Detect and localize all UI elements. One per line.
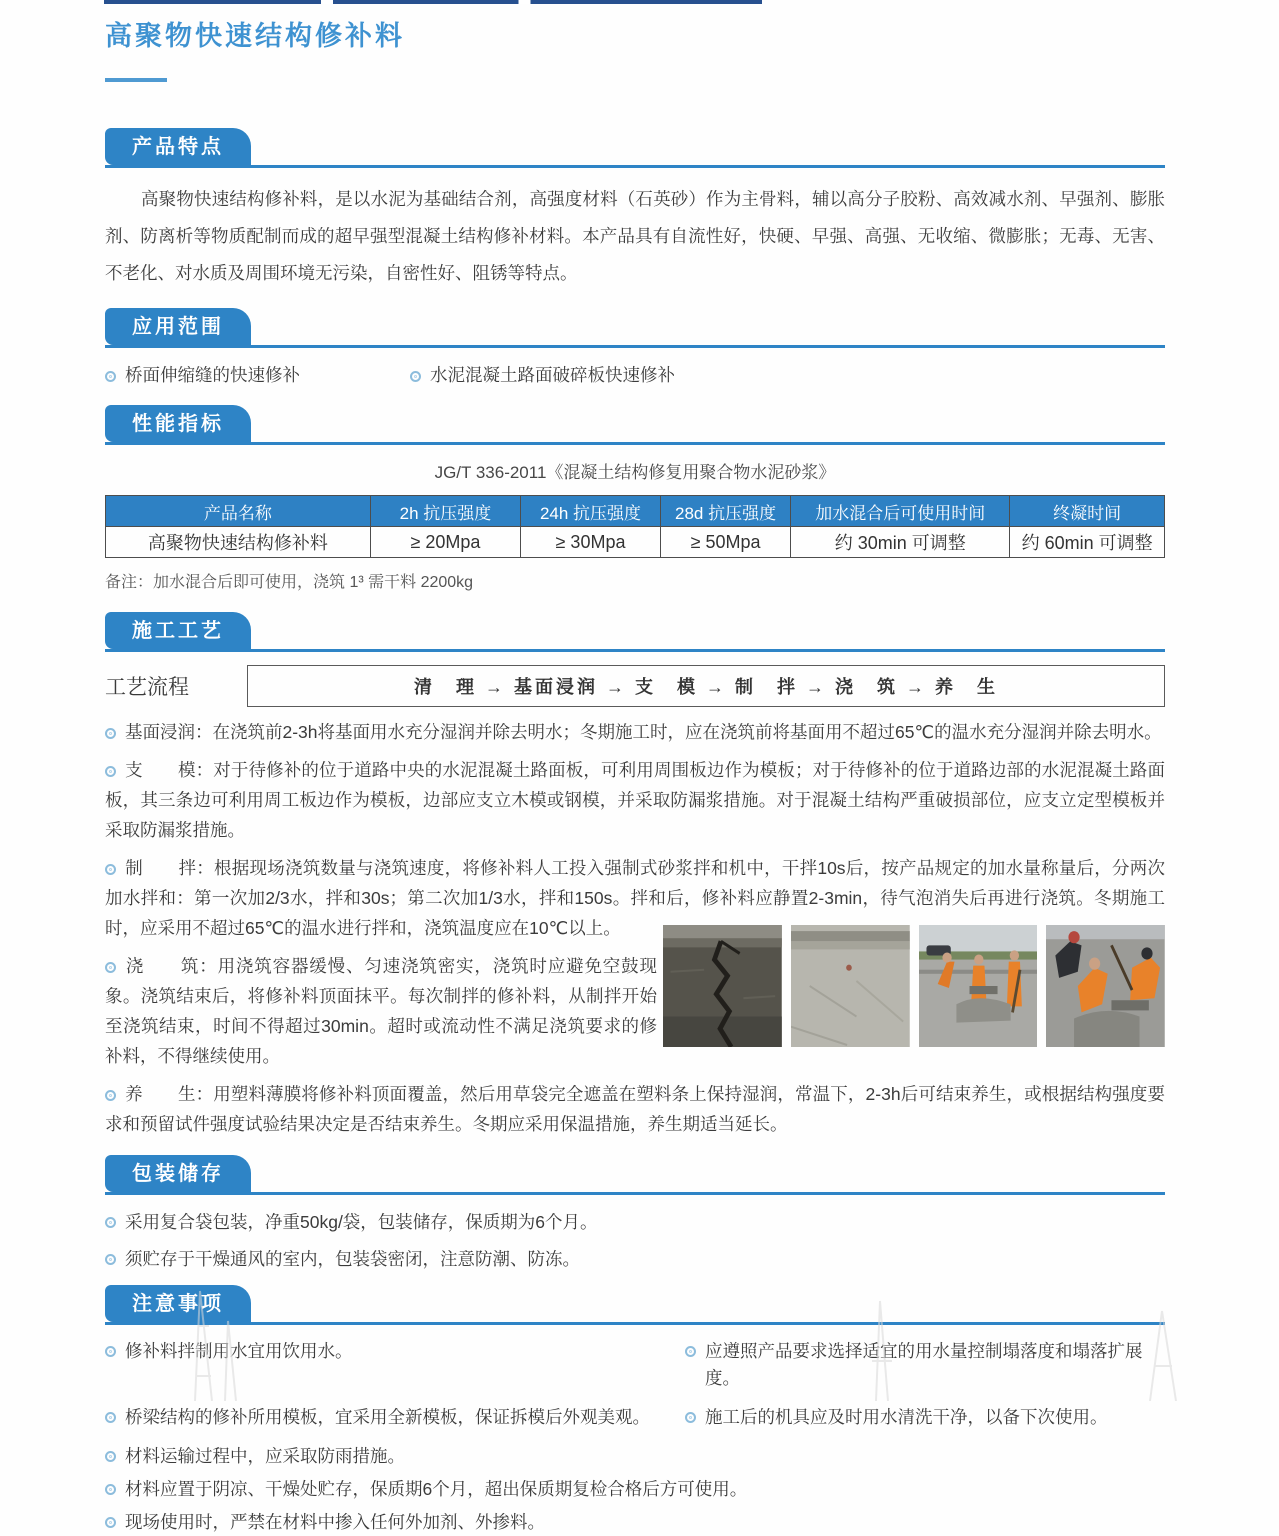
column-header: 2h 抗压强度 [370,496,520,527]
workers-pouring-photo [1046,925,1165,1047]
table-cell: ≥ 30Mpa [521,527,661,558]
features-heading: 产品特点 [105,128,251,165]
table-header-row [106,496,1165,527]
features-paragraph: 高聚物快速结构修补料，是以水泥为基础结合剂，高强度材料（石英砂）作为主骨料，辅以高分子胶粉、高效减水剂、早强剂、膨胀剂、防离析等物质配制而成的超早强型混凝土结构修补材料。本产品具有自流性好，快硬、早强、高强、无收缩、微膨胀；无毒、无害、不老化、对水质及周围环境无污染，自密性好、阻锈等特点。 [105,189,1165,283]
site-photos-strip [663,925,1165,1047]
bullseye-bullet-icon [105,1346,116,1357]
bullseye-bullet-icon [410,371,421,382]
table-cell: ≥ 50Mpa [660,527,790,558]
pouring-step-with-photos [105,951,1165,1079]
list-item [105,1443,1165,1470]
list-item [105,1476,1165,1503]
list-item [105,1245,1165,1273]
list-item [105,1208,1165,1236]
bullseye-bullet-icon [105,1517,116,1528]
section-header-applications [105,308,1165,348]
section-header-performance [105,405,1165,445]
section-header-construction [105,612,1165,652]
section-header-packaging [105,1155,1165,1195]
precaution-label: 应遵照产品要求选择适宜的用水量控制塌落度和塌落扩展度。 [705,1341,1143,1388]
precaution-label: 桥梁结构的修补所用模板，宜采用全新模板，保证拆模后外观美观。 [125,1407,650,1427]
precaution-label: 修补料拌制用水宜用饮用水。 [125,1341,353,1361]
page-title: 高聚物快速结构修补料 [105,21,405,51]
table-cell: 约 60min 可调整 [1010,527,1165,558]
list-item [105,1338,685,1392]
column-header: 加水混合后可使用时间 [791,496,1010,527]
performance-table [105,495,1165,558]
application-item-label: 桥面伸缩缝的快速修补 [125,365,300,385]
bullseye-bullet-icon [105,1451,116,1462]
section-header-features [105,128,1165,168]
process-flow-row [105,665,1165,707]
bullseye-bullet-icon [105,1090,116,1101]
section-header-precautions [105,1285,1165,1325]
table-cell: ≥ 20Mpa [370,527,520,558]
applications-heading: 应用范围 [105,308,251,345]
table-footnote: 备注：加水混合后即可使用，浇筑 1³ 需干料 2200kg [105,574,474,591]
cracked-pavement-photo [663,925,782,1047]
bullseye-bullet-icon [105,1484,116,1495]
list-item [105,1509,1165,1536]
table-row [106,527,1165,558]
applications-list [105,361,1165,389]
column-header: 终凝时间 [1010,496,1165,527]
construction-step [105,717,1165,747]
bullseye-bullet-icon [105,1412,116,1423]
title-underline-rule [105,78,167,82]
step-text: 制 拌：根据现场浇筑数量与浇筑速度，将修补料人工投入强制式砂浆拌和机中，干拌10s后，按产品规定的加水量称量后，分两次加水拌和：第一次加2/3水，拌和30s；第二次加1/3水，拌和150s。拌和后，修补料应静置2-3min，待气泡消失后再进行浇筑。冬期施工时，应采用不超过65℃的温水进行拌和，浇筑温度应在10℃以上。 [105,858,1165,938]
construction-heading: 施工工艺 [105,612,251,649]
list-item [410,361,675,389]
concrete-surface-photo [791,925,910,1047]
precaution-label: 材料应置于阴凉、干燥处贮存，保质期6个月，超出保质期复检合格后方可使用。 [125,1479,748,1499]
packaging-heading: 包装储存 [105,1155,251,1192]
precautions-two-column-list [105,1338,1165,1437]
bullseye-bullet-icon [105,1217,116,1228]
precaution-label: 材料运输过程中，应采取防雨措施。 [125,1446,405,1466]
bullseye-bullet-icon [685,1412,696,1423]
table-cell: 高聚物快速结构修补料 [106,527,371,558]
step-text: 支 模：对于待修补的位于道路中央的水泥混凝土路面板，可利用周围板边作为模板；对于待修补的位于道路边部的水泥混凝土路面板，其三条边可利用周工板边作为模板，边部应支立木模或钢模，并采取防漏浆措施。对于混凝土结构严重破损部位，应支立定型模板并采取防漏浆措施。 [105,760,1165,840]
construction-step [105,951,657,1071]
bullseye-bullet-icon [105,728,116,739]
performance-heading: 性能指标 [105,405,251,442]
list-item [685,1338,1165,1392]
step-text: 浇 筑：用浇筑容器缓慢、匀速浇筑密实，浇筑时应避免空鼓现象。浇筑结束后，将修补料顶面抹平。每次制拌的修补料，从制拌开始至浇筑结束，时间不得超过30min。超时或流动性不满足浇筑要求的修补料，不得继续使用。 [105,956,657,1066]
step-text: 养 生：用塑料薄膜将修补料顶面覆盖，然后用草袋完全遮盖在塑料条上保持湿润，常温下，2-3h后可结束养生，或根据结构强度要求和预留试件强度试验结果决定是否结束养生。冬期应采用保温措施，养生期适当延长。 [105,1084,1165,1134]
column-header: 28d 抗压强度 [660,496,790,527]
road-repair-crew-photo [919,925,1038,1047]
bullseye-bullet-icon [105,962,116,973]
bullseye-bullet-icon [685,1346,696,1357]
bullseye-bullet-icon [105,1254,116,1265]
standard-reference: JG/T 336-2011《混凝土结构修复用聚合物水泥砂浆》 [434,463,836,482]
step-text: 基面浸润：在浇筑前2-3h将基面用水充分湿润并除去明水；冬期施工时，应在浇筑前将基面用不超过65℃的温水充分湿润并除去明水。 [125,722,1162,742]
precaution-label: 现场使用时，严禁在材料中掺入任何外加剂、外掺料。 [125,1512,545,1532]
construction-step [105,1079,1165,1139]
bullseye-bullet-icon [105,864,116,875]
list-item [105,361,410,389]
column-header: 产品名称 [106,496,371,527]
application-item-label: 水泥混凝土路面破碎板快速修补 [430,365,675,385]
table-cell: 约 30min 可调整 [791,527,1010,558]
packaging-item-label: 采用复合袋包装，净重50kg/袋，包装储存，保质期为6个月。 [125,1212,598,1232]
precautions-heading: 注意事项 [105,1285,251,1322]
list-item [105,1404,685,1431]
column-header: 24h 抗压强度 [521,496,661,527]
construction-step [105,755,1165,845]
packaging-item-label: 须贮存于干燥通风的室内，包装袋密闭，注意防潮、防冻。 [125,1249,580,1269]
process-flow-label: 工艺流程 [105,676,189,699]
list-item [685,1404,1165,1431]
bullseye-bullet-icon [105,766,116,777]
bullseye-bullet-icon [105,371,116,382]
process-flow-diagram: 清 理 → 基面浸润 → 支 模 → 制 拌 → 浇 筑 → 养 生 [247,665,1165,707]
precaution-label: 施工后的机具应及时用水清洗干净，以备下次使用。 [705,1407,1108,1427]
